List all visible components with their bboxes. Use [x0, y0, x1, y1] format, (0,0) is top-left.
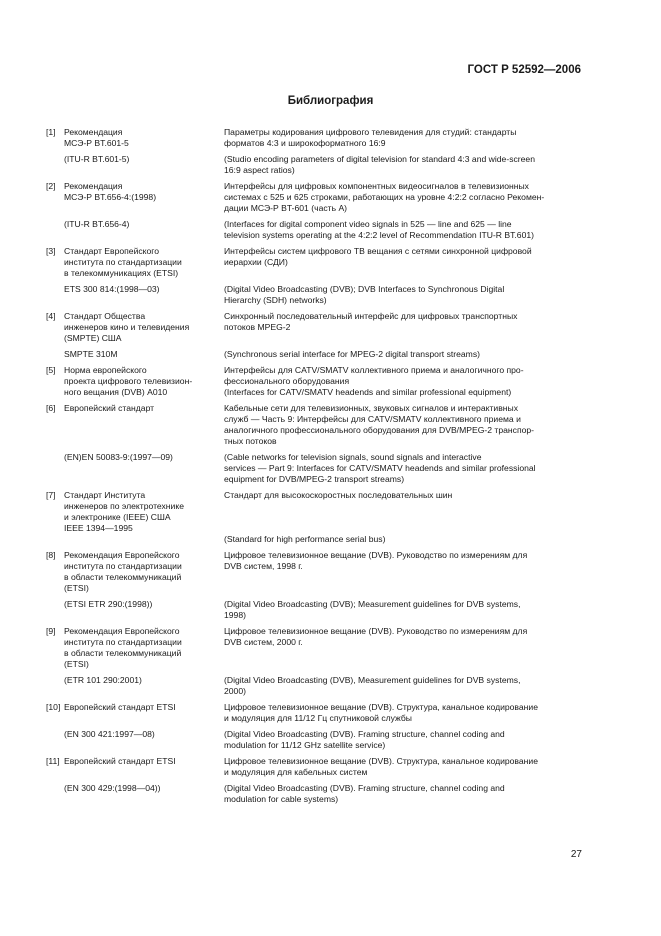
entry-number: [11] [46, 756, 60, 766]
entry-number [46, 659, 64, 670]
entry-number [46, 257, 64, 268]
entry-number [46, 138, 64, 149]
entry-number [46, 767, 64, 778]
page-number: 27 [570, 849, 582, 860]
description-line [224, 523, 583, 534]
entry-number [46, 203, 64, 214]
entry-number: [3] [46, 246, 56, 256]
entry-number [46, 425, 64, 436]
original-code: (ITU-R BT.656-4) [64, 219, 130, 229]
source-line: IEEE 1394—1995 [64, 523, 133, 533]
original-code [64, 463, 224, 474]
source-line: инженеров кино и телевидения [64, 322, 190, 332]
source-line: (SMPTE) США [64, 333, 122, 343]
description-line: (Interfaces for CATV/SMATV headends and similar professional equipment) [224, 387, 512, 397]
source-line: Стандарт Общества [64, 311, 146, 321]
description-line: иерархии (СДИ) [224, 257, 288, 267]
entry-number: [6] [46, 403, 56, 413]
entry-number [46, 713, 64, 724]
original-title-line: 2000) [224, 686, 246, 696]
original-title-line: (Digital Video Broadcasting (DVB); DVB Interfaces to Synchronous Digital [224, 284, 505, 294]
source-line [64, 203, 224, 214]
source-line [64, 425, 224, 436]
description-line: и модуляция для кабельных систем [224, 767, 368, 777]
bibliography-entry [46, 403, 583, 485]
description-line [224, 659, 583, 670]
entry-number [46, 637, 64, 648]
description-line: служб — Часть 9: Интерфейсы для CATV/SMATV коллективного приема и [224, 414, 521, 424]
original-code [64, 474, 224, 485]
description-line [224, 333, 583, 344]
original-code [64, 610, 224, 621]
entry-number [46, 572, 64, 583]
bibliography-entry [46, 127, 583, 176]
original-code [64, 740, 224, 751]
source-line: Европейский стандарт ETSI [64, 756, 176, 766]
description-line: Стандарт для высокоскоростных последовательных шин [224, 490, 453, 500]
original-code: (ITU-R BT.601-5) [64, 154, 130, 164]
bibliography-entry [46, 311, 583, 360]
description-line: Синхронный последовательный интерфейс для цифровых транспортных [224, 311, 518, 321]
description-line: Цифровое телевизионное вещание (DVB). Руководство по измерениям для [224, 550, 528, 560]
original-title-line: (Digital Video Broadcasting (DVB), Measurement guidelines for DVB systems, [224, 675, 521, 685]
description-line: фессионального оборудования [224, 376, 350, 386]
description-line: системах с 525 и 625 строками, работающих на уровне 4:2:2 согласно Рекомен- [224, 192, 545, 202]
entry-number [46, 583, 64, 594]
source-line: Рекомендация Европейского [64, 626, 180, 636]
original-code [64, 686, 224, 697]
original-code [64, 165, 224, 176]
original-code [64, 295, 224, 306]
original-title-line: modulation for cable systems) [224, 794, 339, 804]
entry-number: [5] [46, 365, 56, 375]
source-line: Рекомендация Европейского [64, 550, 180, 560]
entry-number: [2] [46, 181, 56, 191]
original-title-line: (Studio encoding parameters of digital television for standard 4:3 and wide-screen [224, 154, 535, 164]
description-line: DVB систем, 2000 г. [224, 637, 303, 647]
description-line: Цифровое телевизионное вещание (DVB). Структура, канальное кодирование [224, 756, 539, 766]
entry-number: [9] [46, 626, 56, 636]
source-line: и электронике (IEEE) США [64, 512, 171, 522]
entry-number [46, 523, 64, 534]
source-line [64, 713, 224, 724]
description-line: (Standard for high performance serial bus) [224, 534, 386, 544]
description-line [224, 268, 583, 279]
original-code: (ETR 101 290:2001) [64, 675, 142, 685]
source-line: (ETSI) [64, 583, 89, 593]
original-title-line: (Digital Video Broadcasting (DVB). Framing structure, channel coding and [224, 729, 505, 739]
description-line: тных потоков [224, 436, 277, 446]
description-line: Интерфейсы для цифровых компонентных видеосигналов в телевизионных [224, 181, 529, 191]
bibliography-list [46, 127, 583, 810]
description-line: Параметры кодирования цифрового телевидения для студий: стандарты [224, 127, 517, 137]
source-line: ного вещания (DVB) A010 [64, 387, 168, 397]
description-line: Цифровое телевизионное вещание (DVB). Руководство по измерениям для [224, 626, 528, 636]
source-line: в области телекоммуникаций [64, 572, 182, 582]
original-title-line: services — Part 9: Interfaces for CATV/SMATV headends and similar professional [224, 463, 536, 473]
original-title-line: (Digital Video Broadcasting (DVB). Framing structure, channel coding and [224, 783, 505, 793]
description-line [224, 501, 583, 512]
entry-number [46, 322, 64, 333]
original-title-line: television systems operating at the 4:2:2 level of Recommendation ITU-R BT.601) [224, 230, 534, 240]
entry-number [46, 561, 64, 572]
source-line: Норма европейского [64, 365, 147, 375]
source-line: в области телекоммуникаций [64, 648, 182, 658]
description-line: DVB систем, 1998 г. [224, 561, 303, 571]
source-line: (ETSI) [64, 659, 89, 669]
bibliography-entry [46, 246, 583, 306]
entry-number: [7] [46, 490, 56, 500]
entry-number [46, 414, 64, 425]
source-line: Рекомендация [64, 127, 123, 137]
entry-number [46, 192, 64, 203]
description-line: аналогичного профессионального оборудования для DVB/MPEG-2 транспор- [224, 425, 535, 435]
document-code: ГОСТ Р 52592—2006 [467, 64, 581, 76]
bibliography-entry [46, 490, 583, 545]
source-line [64, 534, 224, 545]
bibliography-entry [46, 626, 583, 697]
source-line: в телекоммуникациях (ETSI) [64, 268, 179, 278]
original-title-line: 1998) [224, 610, 246, 620]
source-line: Рекомендация [64, 181, 123, 191]
original-code [64, 230, 224, 241]
original-title-line: 16:9 aspect ratios) [224, 165, 295, 175]
source-line: проекта цифрового телевизион- [64, 376, 193, 386]
original-title-line: (Synchronous serial interface for MPEG-2 digital transport streams) [224, 349, 480, 359]
entry-number [46, 333, 64, 344]
bibliography-entry [46, 756, 583, 805]
bibliography-entry [46, 181, 583, 241]
entry-number [46, 268, 64, 279]
entry-number [46, 387, 64, 398]
description-line: форматов 4:3 и широкоформатного 16:9 [224, 138, 386, 148]
source-line: МСЭ-Р BT.656-4:(1998) [64, 192, 157, 202]
source-line: инженеров по электротехнике [64, 501, 184, 511]
source-line: Стандарт Института [64, 490, 146, 500]
entry-number: [1] [46, 127, 56, 137]
bibliography-entry [46, 550, 583, 621]
description-line: и модуляция для 11/12 Гц спутниковой службы [224, 713, 412, 723]
entry-number: [4] [46, 311, 56, 321]
source-line: института по стандартизации [64, 637, 182, 647]
original-title-line: (Cable networks for television signals, sound signals and interactive [224, 452, 482, 462]
source-line: института по стандартизации [64, 257, 182, 267]
source-line [64, 436, 224, 447]
entry-number [46, 376, 64, 387]
original-title-line: (Digital Video Broadcasting (DVB); Measurement guidelines for DVB systems, [224, 599, 521, 609]
source-line: МСЭ-Р BT.601-5 [64, 138, 129, 148]
description-line [224, 572, 583, 583]
source-line: Стандарт Европейского [64, 246, 160, 256]
description-line [224, 648, 583, 659]
original-title-line: equipment for DVB/MPEG-2 transport streams) [224, 474, 405, 484]
original-title-line: Hierarchy (SDH) networks) [224, 295, 327, 305]
original-code: (EN 300 429:(1998—04)) [64, 783, 161, 793]
bibliography-entry [46, 702, 583, 751]
original-title-line: modulation for 11/12 GHz satellite service) [224, 740, 386, 750]
original-code: ETS 300 814:(1998—03) [64, 284, 160, 294]
entry-number: [8] [46, 550, 56, 560]
original-code: (ETSI ETR 290:(1998)) [64, 599, 153, 609]
source-line: института по стандартизации [64, 561, 182, 571]
description-line: Кабельные сети для телевизионных, звуковых сигналов и интерактивных [224, 403, 518, 413]
entry-number [46, 436, 64, 447]
original-code: (EN)EN 50083-9:(1997—09) [64, 452, 173, 462]
description-line [224, 583, 583, 594]
source-line: Европейский стандарт ETSI [64, 702, 176, 712]
entry-number [46, 534, 64, 545]
description-line [224, 512, 583, 523]
source-line: Европейский стандарт [64, 403, 155, 413]
entry-number [46, 512, 64, 523]
description-line: дации МСЭ-Р BT-601 (часть А) [224, 203, 348, 213]
original-code: SMPTE 310M [64, 349, 118, 359]
original-code [64, 794, 224, 805]
original-code: (EN 300 421:1997—08) [64, 729, 155, 739]
description-line: Интерфейсы систем цифрового ТВ вещания с сетями синхронной цифровой [224, 246, 532, 256]
entry-number [46, 648, 64, 659]
original-title-line: (Interfaces for digital component video signals in 525 — line and 625 — line [224, 219, 512, 229]
description-line: Цифровое телевизионное вещание (DVB). Структура, канальное кодирование [224, 702, 539, 712]
bibliography-entry [46, 365, 583, 398]
entry-number [46, 501, 64, 512]
description-line: Интерфейсы для CATV/SMATV коллективного приема и аналогичного про- [224, 365, 524, 375]
source-line [64, 767, 224, 778]
section-title: Библиография [287, 95, 374, 107]
description-line: потоков MPEG-2 [224, 322, 291, 332]
source-line [64, 414, 224, 425]
entry-number: [10] [46, 702, 61, 712]
